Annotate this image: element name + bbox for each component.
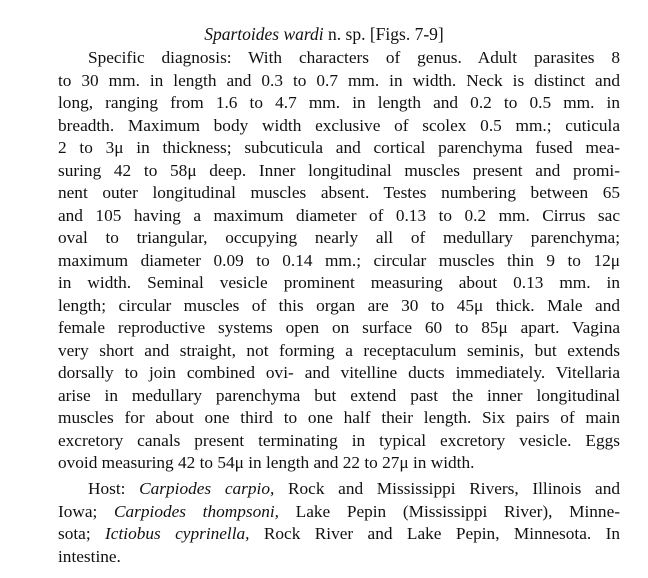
section-heading xyxy=(0,24,648,45)
text-run: and 105 having a maximum diameter of 0.13 to 0.2 mm. Cirrus sac xyxy=(58,205,620,225)
specific-diagnosis-paragraph xyxy=(58,47,620,475)
text-line xyxy=(58,340,620,363)
host-paragraph xyxy=(58,478,620,568)
species-name: Spartoides wardi xyxy=(204,24,324,44)
text-run: intestine. xyxy=(58,546,121,566)
text-line xyxy=(58,430,620,453)
text-line xyxy=(58,137,620,160)
text-line xyxy=(58,317,620,340)
text-line xyxy=(58,452,620,475)
text-line xyxy=(58,227,620,250)
text-line xyxy=(58,295,620,318)
text-run: Specific diagnosis: With characters of genus. Adult parasites 8 xyxy=(88,48,620,67)
text-line xyxy=(58,478,620,501)
text-run: Rock and Mississippi Rivers, Illinois and xyxy=(274,479,620,498)
species-name: Carpiodes carpio, xyxy=(139,479,275,498)
text-line xyxy=(58,115,620,138)
text-run: muscles for about one third to one half their length. Six pairs of main xyxy=(58,408,620,427)
text-run: suring 42 to 58μ deep. Inner longitudinal muscles present and promi- xyxy=(58,160,620,180)
text-line xyxy=(58,92,620,115)
text-run: Lake Pepin (Mississippi River), Minne- xyxy=(279,501,620,521)
text-run: ovoid measuring 42 to 54μ in length and 22 to 27μ in width. xyxy=(58,453,475,472)
text-line xyxy=(58,160,620,183)
text-line xyxy=(58,47,620,70)
text-line xyxy=(58,272,620,295)
text-line xyxy=(58,250,620,273)
text-run: 2 to 3μ in thickness; subcuticula and cortical parenchyma fused mea- xyxy=(58,138,620,157)
text-line xyxy=(58,182,620,205)
text-run: dorsally to join combined ovi- and vitelline ducts immediately. Vitellaria xyxy=(58,363,620,382)
text-run: arise in medullary parenchyma but extend past the inner longitudinal xyxy=(58,385,620,405)
text-run: in width. Seminal vesicle prominent measuring about 0.13 mm. in xyxy=(58,273,620,292)
text-line xyxy=(58,523,620,546)
text-run: sota; xyxy=(58,524,106,543)
text-run: Iowa; xyxy=(58,501,114,521)
text-run: very short and straight, not forming a receptaculum seminis, but extends xyxy=(58,340,620,360)
text-line xyxy=(58,501,620,524)
text-line xyxy=(58,407,620,430)
text-line xyxy=(58,385,620,408)
text-run: to 30 mm. in length and 0.3 to 0.7 mm. in width. Neck is distinct and xyxy=(58,70,620,90)
species-name: Ictiobus cyprinella, xyxy=(105,524,250,543)
text-run: female reproductive systems open on surface 60 to 85μ apart. Vagina xyxy=(58,318,620,337)
text-run: nent outer longitudinal muscles absent. Testes numbering between 65 xyxy=(58,183,620,202)
text-run: Host: xyxy=(88,479,140,498)
text-line xyxy=(58,362,620,385)
heading-suffix: n. sp. [Figs. 7-9] xyxy=(323,24,444,44)
text-run: maximum diameter 0.09 to 0.14 mm.; circular muscles thin 9 to 12μ xyxy=(58,250,620,270)
species-name: Carpiodes thompsoni, xyxy=(114,501,279,521)
text-line xyxy=(58,205,620,228)
text-line xyxy=(58,70,620,93)
text-run: breadth. Maximum body width exclusive of scolex 0.5 mm.; cuticula xyxy=(58,115,620,135)
text-run: long, ranging from 1.6 to 4.7 mm. in length and 0.2 to 0.5 mm. in xyxy=(58,93,620,112)
text-run: length; circular muscles of this organ are 30 to 45μ thick. Male and xyxy=(58,295,620,315)
text-run: oval to triangular, occupying nearly all of medullary parenchyma; xyxy=(58,228,620,247)
text-run: Rock River and Lake Pepin, Minnesota. In xyxy=(249,524,620,543)
text-line xyxy=(58,546,620,569)
text-run: excretory canals present terminating in typical excretory vesicle. Eggs xyxy=(58,430,620,450)
